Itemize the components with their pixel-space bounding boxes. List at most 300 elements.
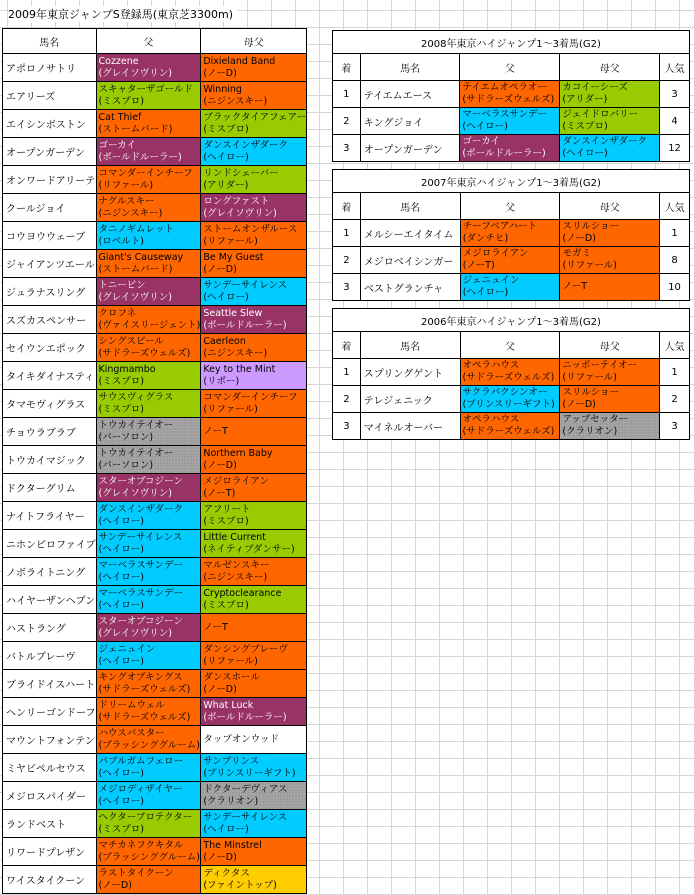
dam-sire-cell-line1: ジェイドロバリー bbox=[562, 109, 639, 120]
sire-cell-line1: オペラハウス bbox=[462, 360, 520, 371]
dam-sire-cell[interactable] bbox=[201, 334, 307, 362]
dam-sire-cell-line1: ブラックタイアフェアー bbox=[203, 111, 307, 123]
table-row bbox=[3, 642, 307, 670]
column-header[interactable]: 母父 bbox=[560, 332, 660, 359]
dam-sire-cell-line2: (プリンスリーギフト) bbox=[203, 767, 296, 779]
sire-cell-line1: メジロライアン bbox=[462, 248, 529, 259]
dam-sire-cell-line1: Northern Baby bbox=[203, 447, 273, 459]
horse-name-cell[interactable]: オープンガーデン bbox=[360, 135, 460, 162]
dam-sire-cell-line2: (ノーD) bbox=[562, 399, 596, 410]
column-header[interactable]: 人気 bbox=[660, 332, 690, 359]
column-header[interactable]: 父 bbox=[96, 29, 201, 54]
sire-cell-line2: (パーソロン) bbox=[98, 459, 154, 471]
column-header[interactable]: 着 bbox=[333, 332, 361, 359]
dam-sire-cell[interactable] bbox=[201, 222, 307, 250]
sire-cell-line2: (サドラーズウェルズ) bbox=[98, 711, 191, 723]
dam-sire-cell-line2: (ヘイロー) bbox=[203, 823, 249, 835]
dam-sire-cell-line1: タップオンウッド bbox=[203, 733, 280, 745]
finish-position-cell[interactable]: 1 bbox=[333, 359, 361, 386]
sire-cell[interactable] bbox=[96, 82, 201, 110]
dam-sire-cell-line2: (ボールドルーラー) bbox=[203, 711, 287, 723]
table-row bbox=[3, 502, 307, 530]
horse-name-cell[interactable]: ハイヤーザンヘブン bbox=[3, 586, 97, 614]
dam-sire-cell-line2: (ミスプロ) bbox=[203, 515, 249, 527]
table-row bbox=[3, 362, 307, 390]
dam-sire-cell-line1: ダンシングブレーヴ bbox=[203, 643, 288, 655]
sire-cell-line2: (グレイソヴリン) bbox=[98, 67, 172, 79]
column-header[interactable]: 母父 bbox=[201, 29, 307, 54]
header-row bbox=[333, 193, 690, 220]
dam-sire-cell[interactable] bbox=[201, 754, 307, 782]
horse-name-cell[interactable]: ワイスタイクーン bbox=[3, 866, 97, 894]
table-row bbox=[3, 306, 307, 334]
horse-name-cell[interactable]: セイウンエポック bbox=[3, 334, 97, 362]
sire-cell-line1: マーベラスサンデー bbox=[98, 559, 184, 571]
dam-sire-cell[interactable] bbox=[560, 413, 660, 440]
dam-sire-cell-line2: (リファール) bbox=[562, 260, 618, 271]
sire-cell[interactable] bbox=[96, 418, 201, 446]
header-row bbox=[333, 332, 690, 359]
dam-sire-cell-line1: Key to the Mint bbox=[203, 363, 276, 375]
horse-name-cell[interactable]: ドクターグリム bbox=[3, 474, 97, 502]
sire-cell[interactable] bbox=[460, 108, 560, 135]
sire-cell-line1: Cat Thief bbox=[98, 111, 142, 123]
sire-cell[interactable] bbox=[460, 220, 560, 247]
dam-sire-cell-line2: (ミスプロ) bbox=[203, 599, 249, 611]
dam-sire-cell-line1: Seattle Slew bbox=[203, 307, 263, 319]
dam-sire-cell-line1: ストームオンザルース bbox=[203, 223, 298, 235]
column-header[interactable]: 馬名 bbox=[360, 332, 460, 359]
sire-cell-line1: Cozzene bbox=[98, 55, 139, 67]
horse-name-cell[interactable]: リワードプレザン bbox=[3, 838, 97, 866]
table-row bbox=[333, 413, 690, 440]
dam-sire-cell[interactable] bbox=[201, 530, 307, 558]
sire-cell-line1: Kingmambo bbox=[98, 363, 156, 375]
column-header[interactable]: 人気 bbox=[660, 193, 690, 220]
dam-sire-cell[interactable] bbox=[560, 274, 660, 301]
finish-position-cell[interactable]: 3 bbox=[333, 135, 361, 162]
dam-sire-cell[interactable] bbox=[201, 194, 307, 222]
finish-position-cell[interactable]: 2 bbox=[333, 386, 361, 413]
dam-sire-cell[interactable] bbox=[201, 810, 307, 838]
sire-cell[interactable] bbox=[96, 614, 201, 642]
horse-name-cell[interactable]: タマモヴィグラス bbox=[3, 390, 97, 418]
sire-cell-line1: ヘクタープロテクター bbox=[98, 811, 193, 823]
table-row bbox=[3, 558, 307, 586]
sire-cell[interactable] bbox=[460, 135, 560, 162]
dam-sire-cell-line1: ダンスインザダーク bbox=[203, 139, 288, 151]
sire-cell-line2: (ヘイロー) bbox=[98, 795, 144, 807]
dam-sire-cell[interactable] bbox=[201, 698, 307, 726]
column-header[interactable]: 母父 bbox=[560, 54, 660, 81]
sire-cell-line2: (ストームバード) bbox=[98, 263, 173, 275]
results-table-2008 bbox=[332, 30, 690, 162]
sire-cell-line2: (サドラーズウェルズ) bbox=[462, 372, 555, 383]
sire-cell[interactable] bbox=[460, 413, 560, 440]
sire-cell-line2: (パーソロン) bbox=[98, 431, 154, 443]
sire-cell[interactable] bbox=[460, 274, 560, 301]
sire-cell-line1: Giant's Causeway bbox=[98, 251, 184, 263]
sire-cell[interactable] bbox=[460, 81, 560, 108]
horse-name-cell[interactable]: メジロベイシンガー bbox=[360, 247, 460, 274]
table-row bbox=[3, 390, 307, 418]
dam-sire-cell-line2: (アリダー) bbox=[203, 179, 249, 191]
sire-cell-line2: (ニジンスキー) bbox=[98, 207, 163, 219]
sire-cell[interactable] bbox=[460, 247, 560, 274]
dam-sire-cell-line2: (ノーD) bbox=[203, 459, 237, 471]
finish-position-cell[interactable]: 1 bbox=[333, 220, 361, 247]
sire-cell-line2: (サドラーズウェルズ) bbox=[462, 94, 555, 105]
sire-cell[interactable] bbox=[96, 362, 201, 390]
sire-cell-line1: ゴーカイ bbox=[98, 139, 137, 151]
sire-cell[interactable] bbox=[96, 530, 201, 558]
dam-sire-cell[interactable] bbox=[201, 586, 307, 614]
sire-cell-line2: (グレイソヴリン) bbox=[98, 291, 172, 303]
popularity-cell[interactable]: 3 bbox=[660, 413, 690, 440]
sire-cell-line1: シングスピール bbox=[98, 335, 164, 347]
horse-name-cell[interactable]: ニホンピロファイブ bbox=[3, 530, 97, 558]
dam-sire-cell-line2: (ノーD) bbox=[203, 67, 237, 79]
horse-name-cell[interactable]: ノボライトニング bbox=[3, 558, 97, 586]
dam-sire-cell[interactable] bbox=[201, 250, 307, 278]
dam-sire-cell[interactable] bbox=[201, 474, 307, 502]
dam-sire-cell-line2: (ヘイロー) bbox=[203, 151, 249, 163]
dam-sire-cell-line1: ロングファスト bbox=[203, 195, 270, 207]
sire-cell[interactable] bbox=[96, 278, 201, 306]
horse-name-cell[interactable]: テイエムエース bbox=[360, 81, 460, 108]
sire-cell[interactable] bbox=[96, 726, 201, 754]
dam-sire-cell[interactable] bbox=[201, 866, 307, 894]
dam-sire-cell[interactable] bbox=[201, 782, 307, 810]
table-row bbox=[3, 82, 307, 110]
sire-cell-line2: (ボールドルーラー) bbox=[462, 148, 546, 159]
finish-position-cell[interactable]: 2 bbox=[333, 247, 361, 274]
dam-sire-cell[interactable] bbox=[201, 502, 307, 530]
dam-sire-cell-line2: (ミスプロ) bbox=[203, 123, 249, 135]
sire-cell[interactable] bbox=[96, 54, 201, 82]
horse-name-cell[interactable]: オープンガーデン bbox=[3, 138, 97, 166]
horse-name-cell[interactable]: クールジョイ bbox=[3, 194, 97, 222]
dam-sire-cell[interactable] bbox=[201, 614, 307, 642]
dam-sire-cell[interactable] bbox=[201, 838, 307, 866]
dam-sire-cell[interactable] bbox=[201, 54, 307, 82]
sire-cell-line2: (サドラーズウェルズ) bbox=[98, 347, 191, 359]
sire-cell-line1: コマンダーインチーフ bbox=[98, 167, 193, 179]
sire-cell-line2: (ヘイロー) bbox=[98, 599, 144, 611]
horse-name-cell[interactable]: マイネルオーバー bbox=[360, 413, 460, 440]
sire-cell[interactable] bbox=[96, 698, 201, 726]
dam-sire-cell-line2: (ノーD) bbox=[203, 263, 237, 275]
dam-sire-cell[interactable] bbox=[560, 386, 660, 413]
table-row bbox=[3, 810, 307, 838]
dam-sire-cell[interactable] bbox=[201, 726, 307, 754]
dam-sire-cell-line1: Be My Guest bbox=[203, 251, 264, 263]
sire-cell[interactable] bbox=[96, 306, 201, 334]
sire-cell-line1: ジェニュイン bbox=[98, 643, 156, 655]
dam-sire-cell-line2: (ノーT) bbox=[203, 487, 236, 499]
dam-sire-cell-line1: モガミ bbox=[562, 248, 591, 259]
header-row bbox=[3, 29, 307, 54]
dam-sire-cell-line2: (ヘイロー) bbox=[203, 291, 249, 303]
dam-sire-cell-line1: Little Current bbox=[203, 531, 266, 543]
sire-cell-line1: マーベラスサンデー bbox=[98, 587, 184, 599]
table-row bbox=[3, 418, 307, 446]
table-row bbox=[3, 782, 307, 810]
dam-sire-cell[interactable] bbox=[201, 670, 307, 698]
section-title-row bbox=[333, 170, 690, 193]
dam-sire-cell-line1: アフリート bbox=[203, 503, 251, 515]
sire-cell-line1: サクラバクシンオー bbox=[462, 387, 548, 398]
sire-cell-line2: (ヘイロー) bbox=[98, 543, 144, 555]
column-header[interactable]: 父 bbox=[460, 54, 560, 81]
popularity-cell[interactable]: 2 bbox=[660, 386, 690, 413]
horse-name-cell[interactable]: ランドベスト bbox=[3, 810, 97, 838]
column-header[interactable]: 父 bbox=[460, 193, 560, 220]
table-row bbox=[3, 138, 307, 166]
sire-cell-line1: ダンスインザダーク bbox=[98, 503, 184, 515]
dam-sire-cell[interactable] bbox=[201, 390, 307, 418]
sire-cell[interactable] bbox=[96, 502, 201, 530]
horse-name-cell[interactable]: マウントフォンテン bbox=[3, 726, 97, 754]
table-row bbox=[3, 474, 307, 502]
sire-cell[interactable] bbox=[96, 110, 201, 138]
sire-cell-line2: (ヘイロー) bbox=[462, 121, 508, 132]
dam-sire-cell-line1: ダンスホール bbox=[203, 671, 260, 683]
sire-cell-line1: マーベラスサンデー bbox=[462, 109, 547, 120]
entries-table bbox=[2, 28, 307, 894]
dam-sire-cell-line2: (ヘイロー) bbox=[562, 148, 608, 159]
sire-cell[interactable] bbox=[96, 810, 201, 838]
sire-cell-line2: (サドラーズウェルズ) bbox=[98, 683, 191, 695]
horse-name-cell[interactable]: スプリングゲント bbox=[360, 359, 460, 386]
results-table-2007 bbox=[332, 169, 690, 301]
dam-sire-cell[interactable] bbox=[201, 82, 307, 110]
sire-cell[interactable] bbox=[96, 670, 201, 698]
sire-cell-line1: ゴーカイ bbox=[462, 136, 500, 147]
dam-sire-cell[interactable] bbox=[201, 558, 307, 586]
horse-name-cell[interactable]: ミヤビペルセウス bbox=[3, 754, 97, 782]
sire-cell-line1: トウカイテイオー bbox=[98, 447, 174, 459]
horse-name-cell[interactable]: オンワードアリーテ bbox=[3, 166, 97, 194]
sire-cell[interactable] bbox=[96, 138, 201, 166]
dam-sire-cell-line2: (グレイソヴリン) bbox=[203, 207, 277, 219]
horse-name-cell[interactable]: テレジェニック bbox=[360, 386, 460, 413]
horse-name-cell[interactable]: メジロスパイダー bbox=[3, 782, 97, 810]
dam-sire-cell[interactable] bbox=[560, 220, 660, 247]
table-row bbox=[333, 359, 690, 386]
column-header[interactable]: 馬名 bbox=[360, 193, 460, 220]
horse-name-cell[interactable]: ナイトフライヤー bbox=[3, 502, 97, 530]
sire-cell-line2: (ミスプロ) bbox=[98, 95, 144, 107]
horse-name-cell[interactable]: タイキダイナスティ bbox=[3, 362, 97, 390]
column-header[interactable]: 人気 bbox=[660, 54, 690, 81]
dam-sire-cell-line2: (クラリオン) bbox=[562, 426, 618, 437]
popularity-cell[interactable]: 12 bbox=[660, 135, 690, 162]
dam-sire-cell[interactable] bbox=[560, 108, 660, 135]
horse-name-cell[interactable]: トウカイマジック bbox=[3, 446, 97, 474]
sire-cell-line1: スターオブコジーン bbox=[98, 475, 183, 487]
table-row bbox=[3, 334, 307, 362]
popularity-cell[interactable]: 3 bbox=[660, 81, 690, 108]
sire-cell[interactable] bbox=[96, 166, 201, 194]
sire-cell-line2: (ヘイロー) bbox=[98, 515, 144, 527]
dam-sire-cell-line1: ノーT bbox=[203, 425, 228, 437]
dam-sire-cell[interactable] bbox=[201, 418, 307, 446]
finish-position-cell[interactable]: 3 bbox=[333, 274, 361, 301]
dam-sire-cell[interactable] bbox=[560, 359, 660, 386]
sire-cell-line1: ハウスバスター bbox=[98, 727, 165, 739]
dam-sire-cell[interactable] bbox=[560, 247, 660, 274]
sire-cell-line2: (ロベルト) bbox=[98, 235, 144, 247]
column-header[interactable]: 馬名 bbox=[3, 29, 97, 54]
sire-cell[interactable] bbox=[96, 586, 201, 614]
dam-sire-cell-line1: コマンダーインチーフ bbox=[203, 391, 298, 403]
sire-cell-line2: (ミスプロ) bbox=[98, 403, 144, 415]
sire-cell[interactable] bbox=[460, 386, 560, 413]
dam-sire-cell[interactable] bbox=[560, 81, 660, 108]
dam-sire-cell[interactable] bbox=[201, 110, 307, 138]
sire-cell[interactable] bbox=[96, 838, 201, 866]
sire-cell-line1: クロフネ bbox=[98, 307, 137, 319]
column-header[interactable]: 母父 bbox=[560, 193, 660, 220]
section-title: 2008年東京ハイジャンプ1～3着馬(G2) bbox=[333, 31, 690, 54]
column-header[interactable]: 着 bbox=[333, 54, 361, 81]
sire-cell-line1: オペラハウス bbox=[462, 414, 520, 425]
sire-cell-line2: (リファール) bbox=[98, 179, 154, 191]
dam-sire-cell-line1: Dixieland Band bbox=[203, 55, 276, 67]
dam-sire-cell-line1: リンドシェーバー bbox=[203, 167, 279, 179]
column-header[interactable]: 馬名 bbox=[360, 54, 460, 81]
dam-sire-cell-line1: The Minstrel bbox=[203, 839, 262, 851]
sire-cell-line1: チーフベアハート bbox=[462, 221, 538, 232]
dam-sire-cell-line1: スリルショー bbox=[562, 221, 620, 232]
horse-name-cell[interactable]: スズカスペンサー bbox=[3, 306, 97, 334]
sire-cell-line1: タニノギムレット bbox=[98, 223, 174, 235]
horse-name-cell[interactable]: ヘンリーゴンドーフ bbox=[3, 698, 97, 726]
horse-name-cell[interactable]: エアリーズ bbox=[3, 82, 97, 110]
horse-name-cell[interactable]: コウヨウウェーブ bbox=[3, 222, 97, 250]
dam-sire-cell-line2: (ノーD) bbox=[203, 851, 237, 863]
sire-cell-line2: (サドラーズウェルズ) bbox=[462, 426, 555, 437]
horse-name-cell[interactable]: メルシーエイタイム bbox=[360, 220, 460, 247]
dam-sire-cell-line2: (ニジンスキー) bbox=[203, 347, 268, 359]
dam-sire-cell-line2: (ファイントップ) bbox=[203, 879, 277, 891]
dam-sire-cell[interactable] bbox=[201, 362, 307, 390]
popularity-cell[interactable]: 1 bbox=[660, 220, 690, 247]
sire-cell-line2: (プリンスリーギフト) bbox=[462, 399, 555, 410]
sire-cell[interactable] bbox=[96, 222, 201, 250]
dam-sire-cell[interactable] bbox=[201, 138, 307, 166]
column-header[interactable]: 父 bbox=[460, 332, 560, 359]
dam-sire-cell[interactable] bbox=[201, 278, 307, 306]
sire-cell-line2: (ブラッシンググルーム) bbox=[98, 851, 201, 863]
dam-sire-cell[interactable] bbox=[560, 135, 660, 162]
popularity-cell[interactable]: 10 bbox=[660, 274, 690, 301]
dam-sire-cell-line1: カコイーシーズ bbox=[562, 82, 628, 93]
dam-sire-cell-line2: (リファール) bbox=[203, 235, 258, 247]
section-title: 2007年東京ハイジャンプ1～3着馬(G2) bbox=[333, 170, 690, 193]
horse-name-cell[interactable]: アポロノサトリ bbox=[3, 54, 97, 82]
sire-cell-line2: (グレイソヴリン) bbox=[98, 627, 172, 639]
dam-sire-cell-line1: What Luck bbox=[203, 699, 254, 711]
sire-cell[interactable] bbox=[96, 334, 201, 362]
horse-name-cell[interactable]: バトルブレーヴ bbox=[3, 642, 97, 670]
dam-sire-cell-line1: ニッポーテイオー bbox=[562, 360, 638, 371]
sire-cell[interactable] bbox=[96, 754, 201, 782]
dam-sire-cell-line1: ディクタス bbox=[203, 867, 250, 879]
horse-name-cell[interactable]: エイシンボストン bbox=[3, 110, 97, 138]
sire-cell[interactable] bbox=[96, 446, 201, 474]
sire-cell-line1: トニービン bbox=[98, 279, 146, 291]
dam-sire-cell-line2: (クラリオン) bbox=[203, 795, 259, 807]
dam-sire-cell-line1: Winning bbox=[203, 83, 242, 95]
table-row bbox=[3, 726, 307, 754]
horse-name-cell[interactable]: ブライドイスハート bbox=[3, 670, 97, 698]
popularity-cell[interactable]: 4 bbox=[660, 108, 690, 135]
sire-cell-line1: スキャターザゴールド bbox=[98, 83, 193, 95]
horse-name-cell[interactable]: キングジョイ bbox=[360, 108, 460, 135]
column-header[interactable]: 着 bbox=[333, 193, 361, 220]
dam-sire-cell[interactable] bbox=[201, 166, 307, 194]
sire-cell[interactable] bbox=[96, 250, 201, 278]
table-row bbox=[3, 110, 307, 138]
sire-cell-line2: (ミスプロ) bbox=[98, 823, 144, 835]
sire-cell-line2: (ヘイロー) bbox=[98, 655, 144, 667]
horse-name-cell[interactable]: ジャイアンツエール bbox=[3, 250, 97, 278]
dam-sire-cell[interactable] bbox=[201, 446, 307, 474]
popularity-cell[interactable]: 8 bbox=[660, 247, 690, 274]
popularity-cell[interactable]: 1 bbox=[660, 359, 690, 386]
finish-position-cell[interactable]: 1 bbox=[333, 81, 361, 108]
dam-sire-cell[interactable] bbox=[201, 306, 307, 334]
sire-cell-line1: バブルガムフェロー bbox=[98, 755, 184, 767]
sire-cell-line2: (ノーT) bbox=[462, 260, 495, 271]
sire-cell-line2: (ヘイロー) bbox=[98, 767, 144, 779]
horse-name-cell[interactable]: ハストラング bbox=[3, 614, 97, 642]
sire-cell[interactable] bbox=[460, 359, 560, 386]
sire-cell-line2: (ダンチヒ) bbox=[462, 233, 509, 244]
sire-cell[interactable] bbox=[96, 390, 201, 418]
finish-position-cell[interactable]: 2 bbox=[333, 108, 361, 135]
sire-cell-line2: (ミスプロ) bbox=[98, 375, 144, 387]
sire-cell[interactable] bbox=[96, 558, 201, 586]
table-row bbox=[3, 250, 307, 278]
dam-sire-cell-line1: ノーT bbox=[562, 281, 588, 292]
dam-sire-cell-line1: サンデーサイレンス bbox=[203, 279, 288, 291]
horse-name-cell[interactable]: ベストグランチャ bbox=[360, 274, 460, 301]
sire-cell-line2: (ブラッシンググルーム) bbox=[98, 739, 201, 751]
finish-position-cell[interactable]: 3 bbox=[333, 413, 361, 440]
sire-cell[interactable] bbox=[96, 642, 201, 670]
table-row bbox=[3, 866, 307, 894]
dam-sire-cell-line2: (ノーD) bbox=[562, 233, 596, 244]
sire-cell[interactable] bbox=[96, 474, 201, 502]
sire-cell[interactable] bbox=[96, 194, 201, 222]
sire-cell[interactable] bbox=[96, 782, 201, 810]
dam-sire-cell-line1: サンデーサイレンス bbox=[203, 811, 288, 823]
section-title: 2006年東京ハイジャンプ1～3着馬(G2) bbox=[333, 309, 690, 332]
sire-cell[interactable] bbox=[96, 866, 201, 894]
sire-cell-line2: (ボールドルーラー) bbox=[98, 151, 182, 163]
sire-cell-line2: (ストームバード) bbox=[98, 123, 173, 135]
horse-name-cell[interactable]: チョウラブラブ bbox=[3, 418, 97, 446]
dam-sire-cell[interactable] bbox=[201, 642, 307, 670]
horse-name-cell[interactable]: ジュラナスリング bbox=[3, 278, 97, 306]
dam-sire-cell-line1: ノーT bbox=[203, 621, 228, 633]
dam-sire-cell-line1: メジロライアン bbox=[203, 475, 269, 487]
sire-cell-line1: キングオブキングス bbox=[98, 671, 183, 683]
results-table-2006 bbox=[332, 308, 690, 440]
